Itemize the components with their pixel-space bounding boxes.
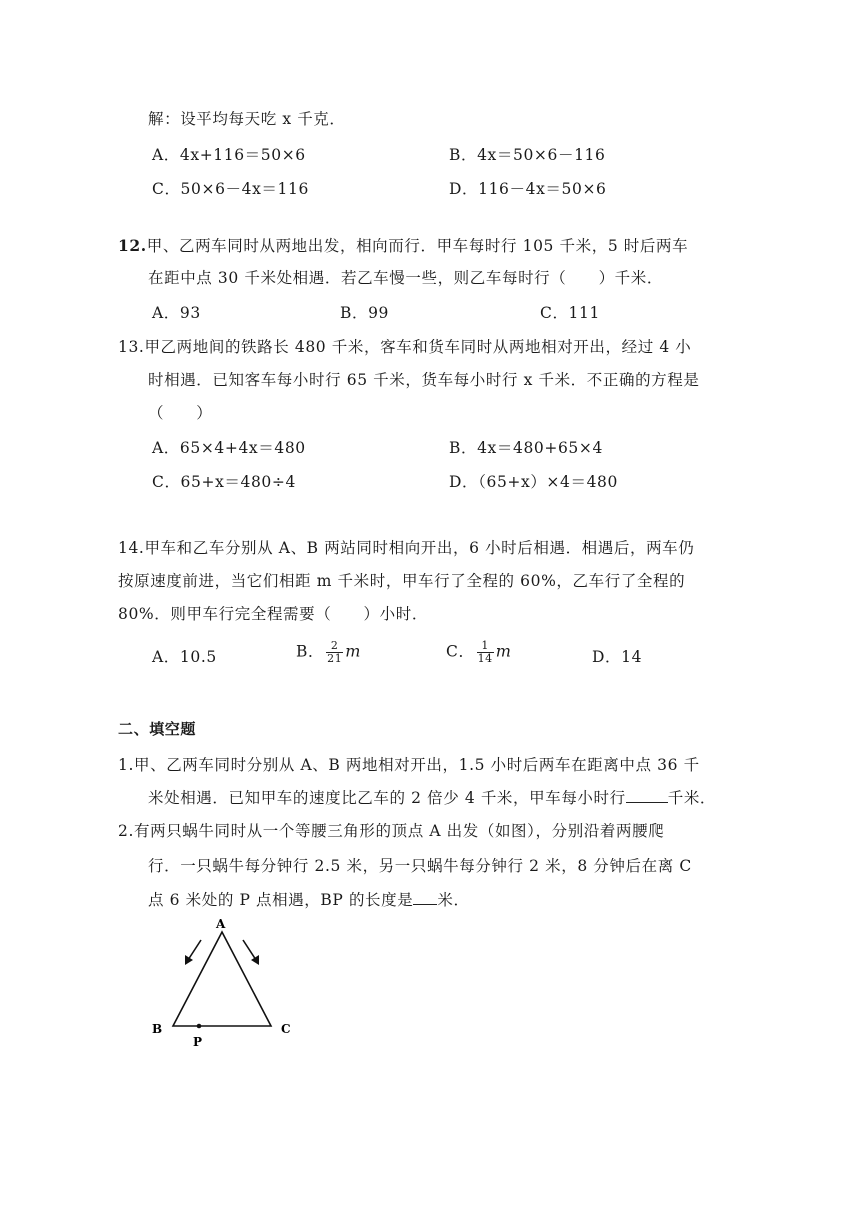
f2-answer-blank[interactable] [413, 888, 437, 905]
q12-line-2: 在距中点 30 千米处相遇．若乙车慢一些，则乙车每时行（ ）千米． [148, 269, 663, 287]
q13-option-d[interactable]: D．（65+x）×4＝480 [449, 473, 618, 491]
f1-line-2 [148, 786, 716, 809]
f1-answer-blank[interactable] [626, 786, 668, 803]
q14-option-c-variable: m [495, 641, 512, 661]
q14-option-b-fraction [326, 640, 343, 665]
q11-option-b[interactable]: B．4x＝50×6－116 [449, 146, 606, 164]
label-a: A [216, 917, 226, 931]
q12-option-c[interactable]: C．111 [540, 304, 600, 322]
q14-option-b[interactable] [296, 640, 361, 665]
q13-option-a[interactable]: A．65×4+4x＝480 [152, 439, 306, 457]
q13-line-3: （ ） [148, 404, 213, 422]
q12-text-1: 甲、乙两车同时从两地出发，相向而行．甲车每时行 105 千米，5 时后两车 [146, 237, 689, 255]
f1-line-1: 1.甲、乙两车同时分别从 A、B 两地相对开出，1.5 小时后两车在距离中点 36 千 [118, 756, 700, 774]
q11-option-d[interactable]: D．116－4x＝50×6 [449, 180, 607, 198]
f2-text-post: 米． [437, 891, 470, 909]
q14-line-1: 14.甲车和乙车分别从 A、B 两站同时相向开出，6 小时后相遇．相遇后，两车仍 [118, 539, 695, 557]
f1-text-post: 千米． [667, 789, 717, 807]
q14-option-d[interactable]: D．14 [592, 648, 643, 666]
f2-line-3 [148, 888, 470, 911]
q13-line-2: 时相遇．已知客车每小时行 65 千米，货车每小时行 x 千米．不正确的方程是 [148, 371, 700, 389]
q12-number: 12. [118, 236, 147, 255]
f2-line-2: 行．一只蜗牛每分钟行 2.5 米，另一只蜗牛每分钟行 2 米，8 分钟后在离 C [148, 857, 692, 875]
q14-line-3: 80%．则甲车行完全程需要（ ）小时． [118, 605, 428, 623]
q14-line-2: 按原速度前进，当它们相距 m 千米时，甲车行了全程的 60%，乙车行了全程的 [118, 572, 686, 590]
q14-option-a[interactable]: A．10.5 [152, 648, 217, 666]
f2-text-pre: 点 6 米处的 P 点相遇，BP 的长度是 [148, 891, 414, 909]
q14-option-b-denominator: 21 [327, 652, 343, 665]
f1-text-pre: 米处相遇．已知甲车的速度比乙车的 2 倍少 4 千米，甲车每小时行 [148, 789, 626, 807]
q13-option-c[interactable]: C．65+x＝480÷4 [152, 473, 296, 491]
q11-option-a[interactable]: A．4x+116＝50×6 [152, 146, 306, 164]
q11-solution: 解：设平均每天吃 x 千克． [148, 110, 346, 128]
q12-option-a[interactable]: A．93 [152, 304, 201, 322]
q13-line-1: 13.甲乙两地间的铁路长 480 千米，客车和货车同时从两地相对开出，经过 4 小 [118, 338, 692, 356]
section-title: 二、填空题 [118, 720, 197, 738]
q14-option-c-fraction [477, 640, 494, 665]
q12-line-1 [118, 235, 688, 257]
q14-option-c[interactable] [446, 640, 512, 665]
label-c: C [281, 1022, 291, 1036]
q13-option-b[interactable]: B．4x＝480+65×4 [449, 439, 603, 457]
q14-option-b-numerator: 2 [326, 640, 343, 653]
arrow-left-shaft [188, 940, 201, 960]
label-p: P [193, 1035, 203, 1049]
q14-option-c-denominator: 14 [477, 652, 493, 665]
f2-line-1: 2.有两只蜗牛同时从一个等腰三角形的顶点 A 出发（如图），分别沿着两腰爬 [118, 822, 665, 840]
label-b: B [152, 1022, 163, 1036]
q14-option-c-label: C． [446, 642, 475, 661]
q11-option-c[interactable]: C．50×6－4x＝116 [152, 180, 309, 198]
q14-option-c-numerator: 1 [477, 640, 494, 653]
arrow-right-head [251, 955, 259, 965]
triangle-figure [140, 910, 310, 1050]
q12-option-b[interactable]: B．99 [340, 304, 390, 322]
q14-option-b-variable: m [345, 641, 362, 661]
point-p-dot [197, 1024, 202, 1029]
arrow-right-shaft [243, 940, 256, 960]
triangle-outline [173, 932, 271, 1026]
q14-option-b-label: B． [296, 642, 325, 661]
arrow-left-head [185, 955, 193, 965]
